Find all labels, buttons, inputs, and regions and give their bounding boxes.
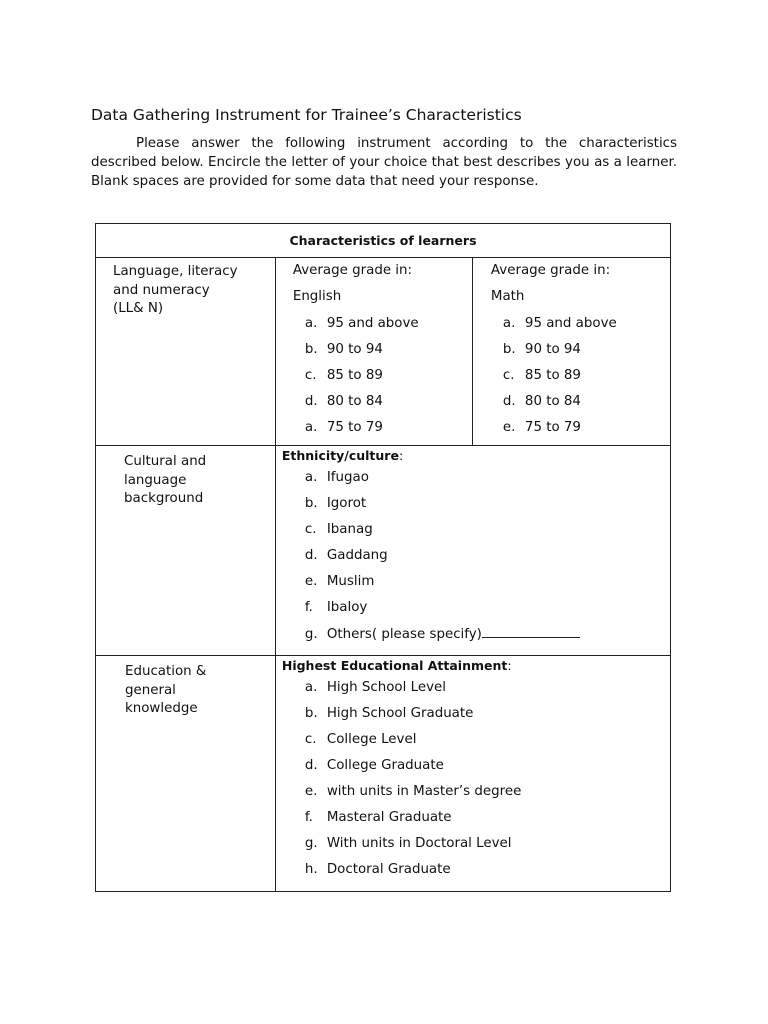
section-title	[282, 657, 670, 679]
option-letter: c.	[304, 522, 317, 537]
option-letter: b.	[304, 496, 318, 511]
option-text: Ibaloy	[326, 600, 368, 615]
option-letter: a.	[304, 680, 318, 695]
option-letter: h.	[304, 862, 318, 877]
option-text: Ibanag	[326, 522, 373, 537]
option-item[interactable]	[282, 783, 670, 809]
option-item[interactable]	[282, 599, 670, 625]
option-letter: c.	[304, 368, 317, 383]
section-title-colon: :	[398, 448, 404, 463]
row-label-llnumeracy	[96, 258, 276, 446]
document-title: Data Gathering Instrument for Trainee’s Characteristics	[91, 106, 522, 124]
english-grade-cell	[275, 258, 472, 446]
option-text: with units in Master’s degree	[326, 784, 522, 799]
row-label-line: knowledge	[125, 701, 198, 716]
math-grade-cell	[472, 258, 670, 446]
option-item[interactable]	[491, 341, 670, 367]
option-letter: c.	[304, 732, 317, 747]
row-label-line: background	[124, 491, 204, 506]
option-text: Igorot	[326, 496, 367, 511]
option-letter: d.	[304, 548, 318, 563]
option-item[interactable]	[293, 315, 472, 341]
row-label-line: Cultural and	[124, 454, 207, 469]
section-title-text: Ethnicity/culture	[281, 448, 399, 463]
option-item[interactable]	[282, 495, 670, 521]
option-text: 80 to 84	[326, 394, 383, 409]
table-row	[96, 258, 671, 446]
characteristics-table	[95, 223, 671, 892]
row-label-line: general	[125, 682, 176, 698]
table-row	[96, 656, 671, 892]
option-letter: d.	[502, 394, 516, 409]
ethnicity-cell	[275, 446, 670, 656]
option-item[interactable]	[282, 547, 670, 573]
table-row	[96, 446, 671, 656]
option-letter: d.	[304, 758, 318, 773]
option-item[interactable]	[282, 705, 670, 731]
row-label-cultural	[96, 446, 276, 656]
option-item[interactable]	[293, 419, 472, 445]
option-letter: f.	[304, 600, 313, 615]
option-text: 95 and above	[326, 316, 419, 331]
option-text: High School Graduate	[326, 706, 474, 721]
option-text: Doctoral Graduate	[326, 862, 451, 877]
option-text: With units in Doctoral Level	[326, 836, 512, 851]
row-label-line: and numeracy	[113, 282, 210, 298]
instructions-paragraph: Please answer the following instrument according to the characteristics described below. Encircle the letter of your choice that best describes you as a learner. Blank spaces are provided for some data that need your response.	[91, 136, 677, 189]
option-text: Others( please specify)	[326, 627, 482, 642]
option-item[interactable]	[282, 469, 670, 495]
option-item[interactable]	[282, 731, 670, 757]
subject-label: English	[292, 289, 342, 304]
option-item[interactable]	[282, 809, 670, 835]
option-item[interactable]	[491, 393, 670, 419]
option-letter: a.	[304, 470, 318, 485]
option-text: 95 and above	[524, 316, 617, 331]
specify-blank-line[interactable]	[482, 625, 580, 638]
option-item[interactable]	[293, 393, 472, 419]
option-text: College Graduate	[326, 758, 444, 773]
option-text: Gaddang	[326, 548, 388, 563]
option-text: High School Level	[326, 680, 446, 695]
option-letter: a.	[502, 316, 516, 331]
section-title-colon: :	[507, 658, 512, 673]
section-title	[282, 447, 670, 469]
subject-label: Math	[490, 289, 525, 304]
column-heading: Average grade in:	[292, 263, 413, 278]
option-letter: e.	[502, 420, 516, 435]
option-text: 80 to 84	[524, 394, 581, 409]
option-letter: a.	[304, 420, 318, 435]
option-text: 85 to 89	[326, 368, 383, 383]
row-label-line: Education &	[125, 664, 207, 679]
option-text: 75 to 79	[524, 420, 581, 435]
education-cell	[275, 656, 670, 892]
option-text: Muslim	[326, 574, 375, 589]
option-letter: g.	[304, 627, 318, 642]
option-item[interactable]	[282, 757, 670, 783]
table-header: Characteristics of learners	[96, 224, 671, 258]
row-label-line: Language, literacy	[113, 264, 238, 279]
section-title-text: Highest Educational Attainment	[281, 658, 508, 673]
option-item[interactable]	[282, 835, 670, 861]
option-letter: f.	[304, 810, 313, 825]
option-item[interactable]	[282, 625, 670, 651]
option-item[interactable]	[282, 861, 670, 887]
row-label-line: language	[124, 472, 187, 488]
option-letter: b.	[502, 342, 516, 357]
option-letter: e.	[304, 574, 318, 589]
option-item[interactable]	[491, 367, 670, 393]
option-letter: g.	[304, 836, 318, 851]
option-letter: b.	[304, 706, 318, 721]
row-label-education	[96, 656, 276, 892]
option-letter: d.	[304, 394, 318, 409]
option-text: 75 to 79	[326, 420, 383, 435]
option-letter: e.	[304, 784, 318, 799]
option-text: Ifugao	[326, 470, 369, 485]
option-item[interactable]	[282, 573, 670, 599]
option-text: 90 to 94	[524, 342, 581, 357]
option-text: 85 to 89	[524, 368, 581, 383]
option-text: Masteral Graduate	[326, 810, 452, 825]
option-text: College Level	[326, 732, 417, 747]
option-text: 90 to 94	[326, 342, 383, 357]
option-item[interactable]	[282, 679, 670, 705]
option-item[interactable]	[293, 341, 472, 367]
option-item[interactable]	[282, 521, 670, 547]
option-item[interactable]	[491, 315, 670, 341]
option-item[interactable]	[491, 419, 670, 445]
option-letter: c.	[502, 368, 515, 383]
option-letter: b.	[304, 342, 318, 357]
column-heading: Average grade in:	[490, 263, 611, 278]
option-item[interactable]	[293, 367, 472, 393]
option-letter: a.	[304, 316, 318, 331]
row-label-line: (LL& N)	[113, 301, 164, 316]
